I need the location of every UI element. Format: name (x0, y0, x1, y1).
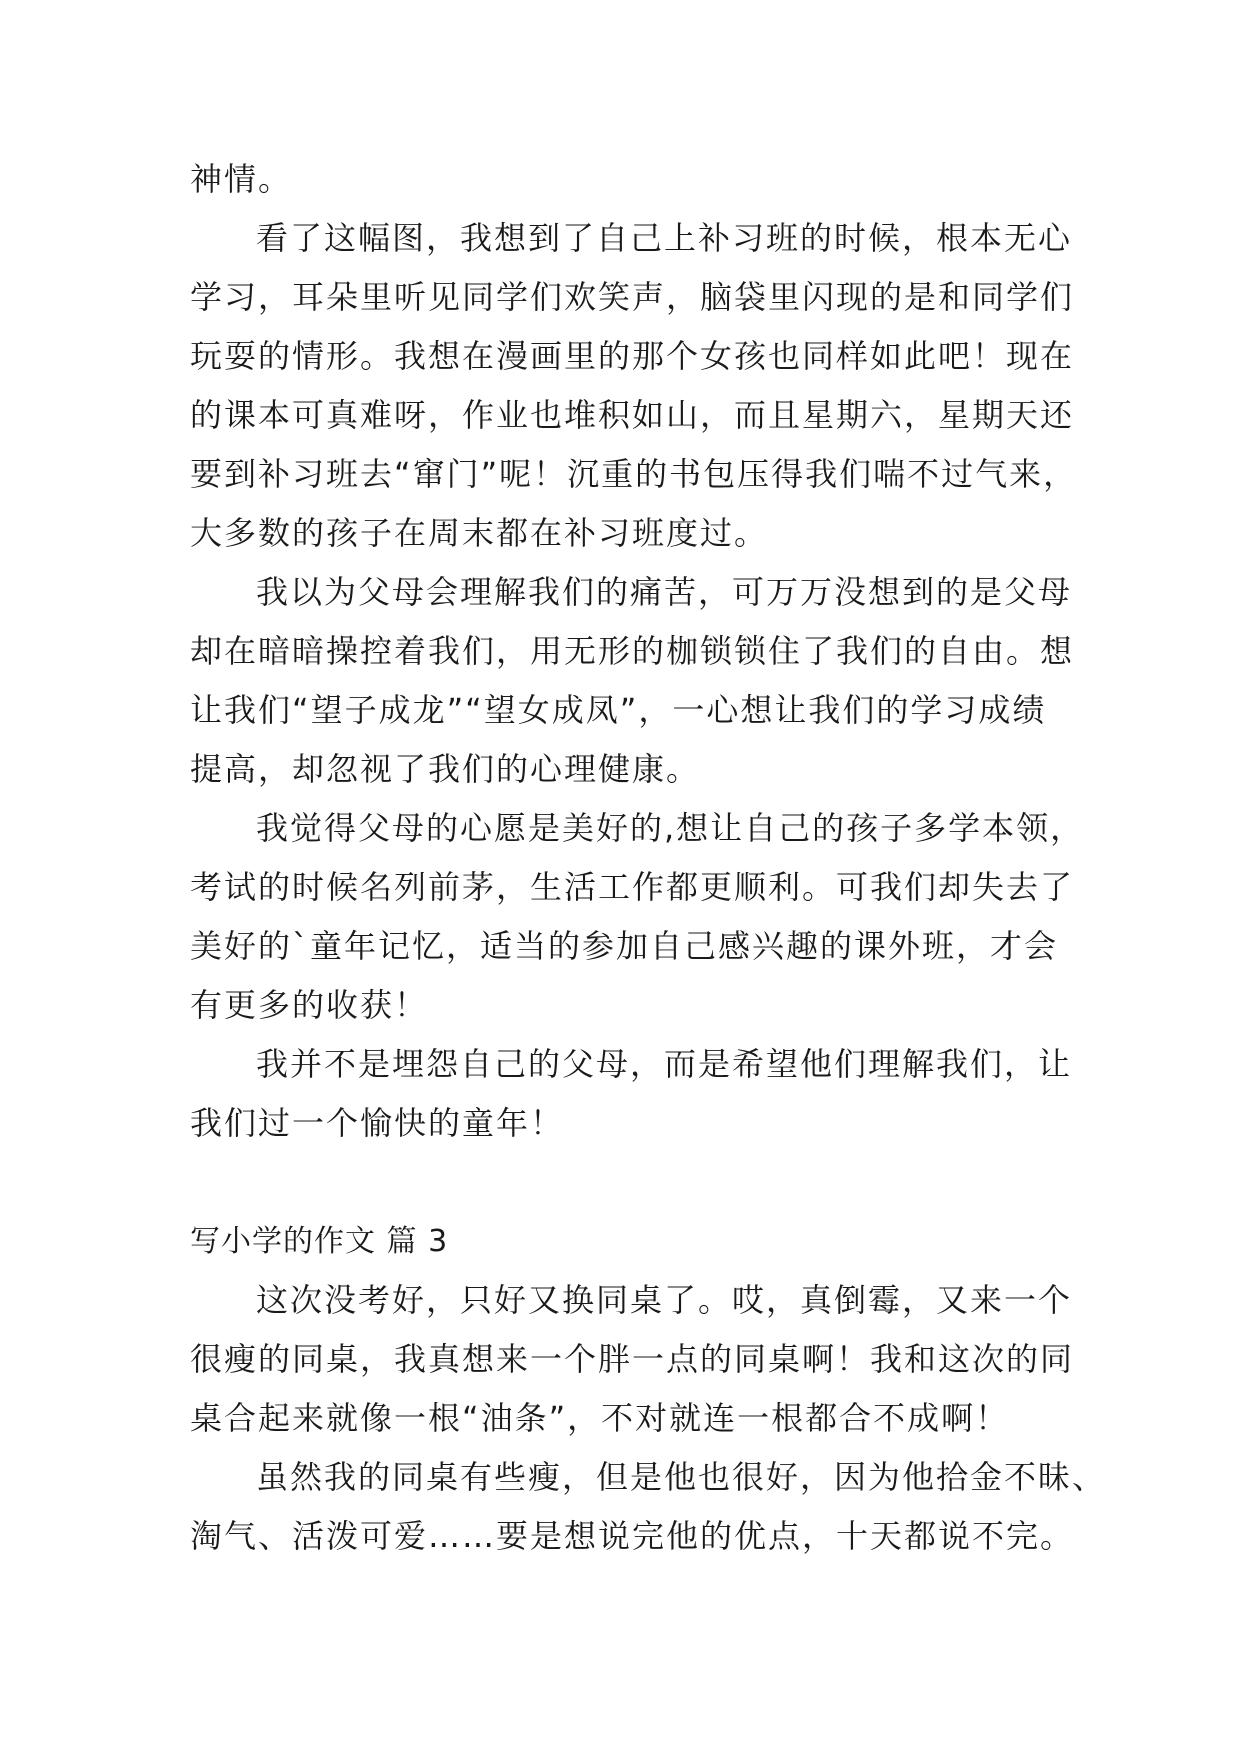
paragraph (190, 1035, 1073, 1153)
text-line: 神情。 (190, 160, 293, 198)
text-line: 大多数的孩子在周末都在补习班度过。 (190, 514, 769, 552)
text-line: 很瘦的同桌，我真想来一个胖一点的同桌啊！我和这次的同 (190, 1340, 1075, 1378)
paragraph (190, 150, 1070, 209)
text-line: 却在暗暗操控着我们，用无形的枷锁锁住了我们的自由。想 (190, 632, 1075, 670)
paragraph (190, 1448, 1107, 1566)
text-line: 学习，耳朵里听见同学们欢笑声，脑袋里闪现的是和同学们 (190, 278, 1075, 316)
text-line: 有更多的收获！ (190, 986, 429, 1024)
text-line: 我觉得父母的心愿是美好的,想让自己的孩子多学本领， (256, 809, 1085, 847)
text-line: 我们过一个愉快的童年！ (190, 1104, 565, 1142)
text-line: 我以为父母会理解我们的痛苦，可万万没想到的是父母 (256, 573, 1073, 611)
document-body (190, 150, 1107, 1566)
paragraph (190, 799, 1085, 1035)
text-line: 让我们“望子成龙”“望女成凤”，一心想让我们的学习成绩 (190, 691, 1047, 729)
text-line: 我并不是埋怨自己的父母，而是希望他们理解我们，让 (256, 1045, 1073, 1083)
paragraph (190, 563, 1075, 799)
text-line: 这次没考好，只好又换同桌了。哎，真倒霉，又来一个 (256, 1281, 1073, 1319)
text-line: 玩耍的情形。我想在漫画里的那个女孩也同样如此吧！现在 (190, 337, 1075, 375)
text-line: 看了这幅图，我想到了自己上补习班的时候，根本无心 (256, 219, 1073, 257)
text-line: 美好的`童年记忆，适当的参加自己感兴趣的课外班，才会 (190, 927, 1059, 965)
paragraph (190, 1271, 1075, 1448)
text-line: 考试的时候名列前茅，生活工作都更顺利。可我们却失去了 (190, 868, 1075, 906)
section-heading: 写小学的作文 篇 3 (190, 1224, 449, 1259)
text-line: 淘气、活泼可爱……要是想说完他的优点，十天都说不完。 (190, 1517, 1075, 1555)
paragraph (190, 209, 1078, 563)
text-line: 提高，却忽视了我们的心理健康。 (190, 750, 701, 788)
text-line: 要到补习班去“窜门”呢！沉重的书包压得我们喘不过气来， (190, 455, 1078, 493)
text-line: 桌合起来就像一根“油条”，不对就连一根都合不成啊！ (190, 1399, 1010, 1437)
text-line: 虽然我的同桌有些瘦，但是他也很好，因为他拾金不昧、 (256, 1458, 1107, 1496)
text-line: 的课本可真难呀，作业也堆积如山，而且星期六，星期天还 (190, 396, 1075, 434)
